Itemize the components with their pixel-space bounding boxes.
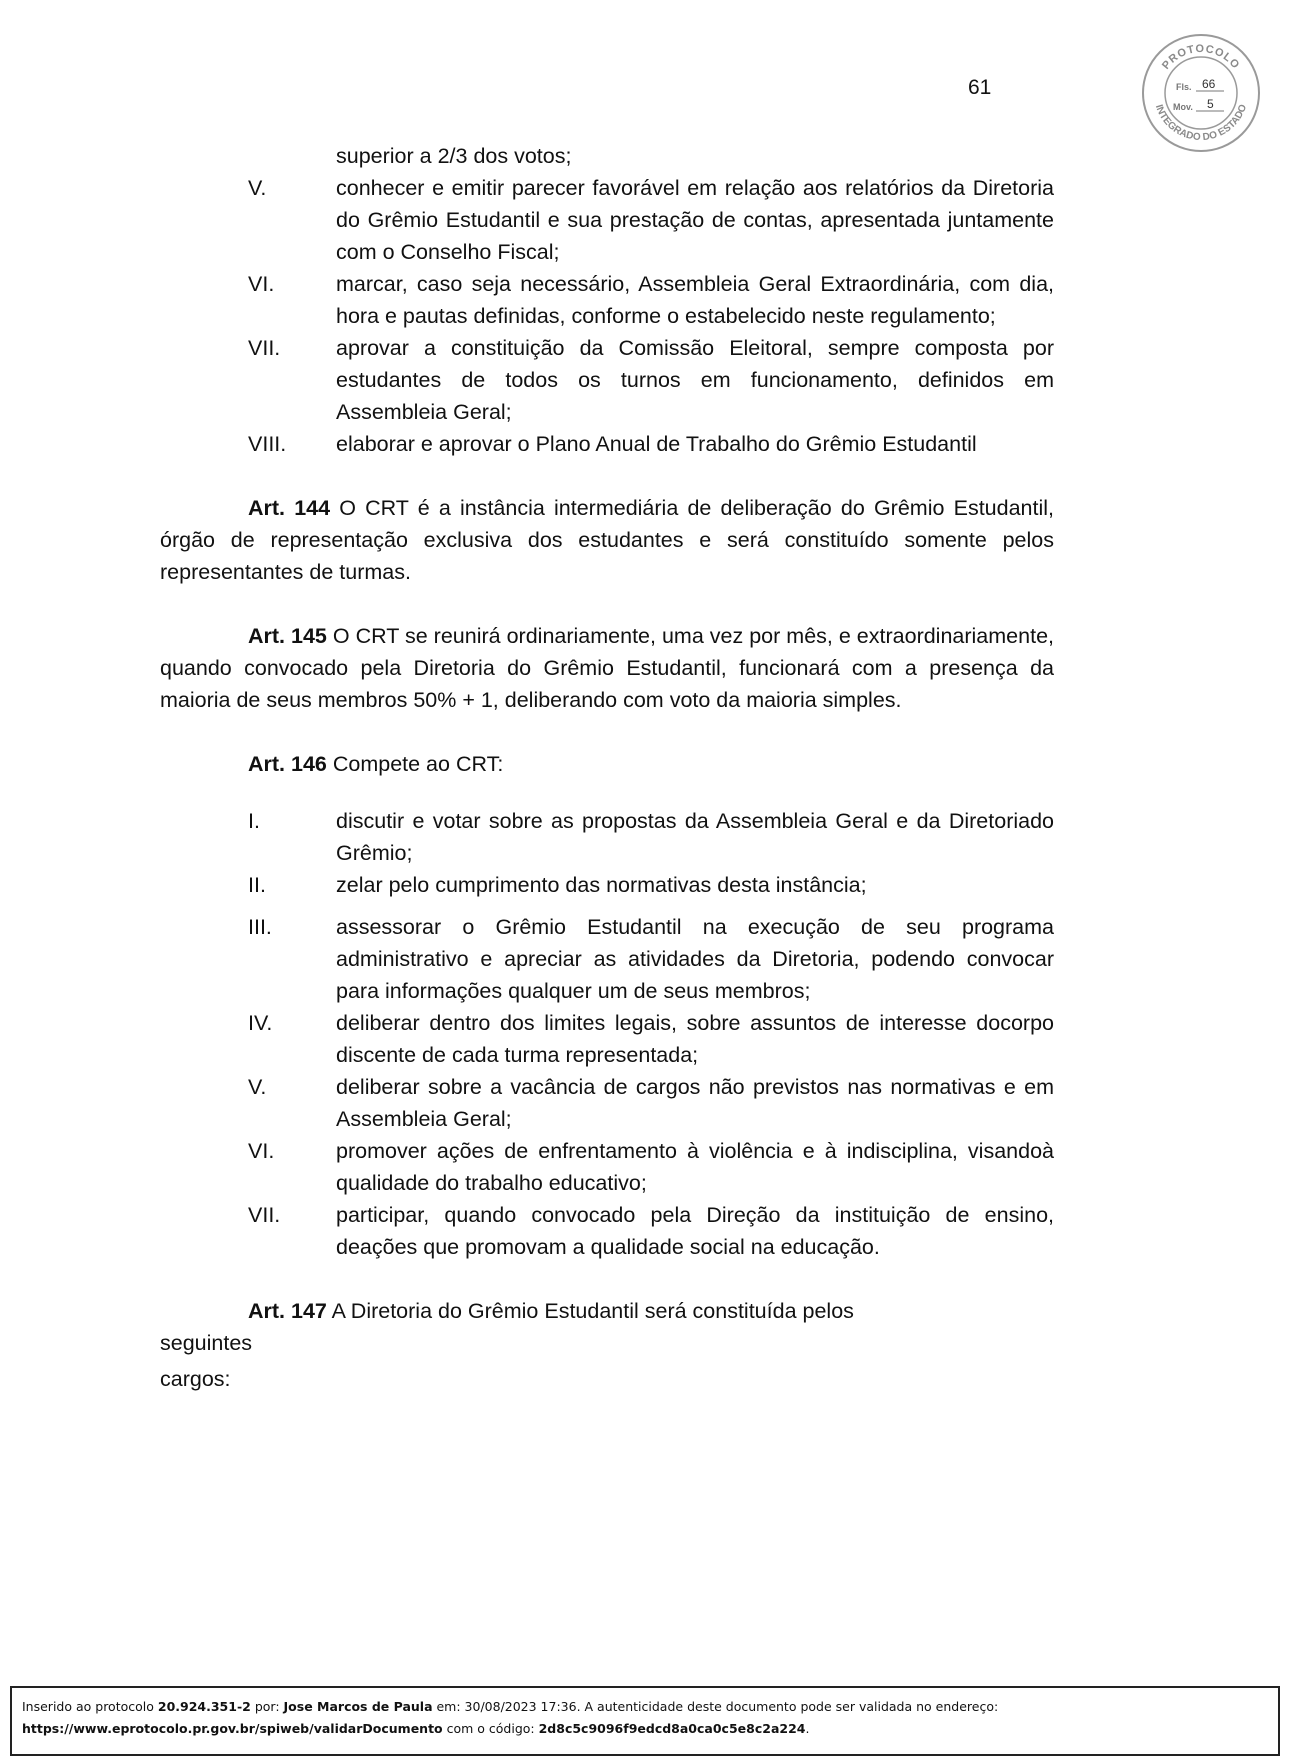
page-number: 61 (968, 76, 992, 99)
article-label: Art. 144 (248, 496, 331, 520)
footer-protocol-number: 20.924.351-2 (157, 1699, 251, 1714)
list-item-text: conhecer e emitir parecer favorável em relação aos relatórios da Diretoria do Grêmio Estudantil e sua prestação de contas, apresentada juntamente com o Conselho Fiscal; (336, 176, 1054, 264)
list-item-text: elaborar e aprovar o Plano Anual de Trabalho do Grêmio Estudantil (336, 432, 977, 456)
list-item (160, 332, 1054, 428)
article-text: O CRT se reunirá ordinariamente, uma vez por mês, e extraordinariamente, quando convocado pela Diretoria do Grêmio Estudantil, funcionará com a presença da maioria de seus membros 50% + 1, deliberando com voto da maioria simples. (160, 624, 1054, 712)
list-item-number: I. (248, 809, 260, 833)
footer-validation-url[interactable]: https://www.eprotocolo.pr.gov.br/spiweb/validarDocumento (22, 1721, 443, 1736)
article-text: O CRT é a instância intermediária de deliberação do Grêmio Estudantil, órgão de representação exclusiva dos estudantes e será constituído somente pelos representantes de turmas. (160, 496, 1054, 584)
stamp-bottom-text: INTEGRADO DO ESTADO (1152, 103, 1250, 144)
list-a (160, 140, 1054, 460)
list-item (160, 869, 1054, 901)
list-item-number: VII. (248, 336, 281, 360)
list-item-number: V. (248, 1075, 267, 1099)
list-item-number: V. (248, 176, 267, 200)
footer-line-2 (22, 1718, 1268, 1740)
list-item-text: deliberar sobre a vacância de cargos não previstos nas normativas e em Assembleia Geral; (336, 1075, 1054, 1131)
stamp-top-text: PROTOCOLO (1160, 42, 1242, 72)
footer-text: Inserido ao protocolo (22, 1699, 158, 1714)
list-item (160, 172, 1054, 268)
footer-line-1 (22, 1696, 1268, 1718)
list-item-text: discutir e votar sobre as propostas da Assembleia Geral e da Diretoriado Grêmio; (336, 809, 1054, 865)
article-144 (160, 492, 1054, 588)
list-item-number: VI. (248, 272, 275, 296)
list-item-text: participar, quando convocado pela Direção da instituição de ensino, deações que promovam a qualidade social na educação. (336, 1203, 1054, 1259)
list-item-number: III. (248, 915, 272, 939)
list-item (160, 1199, 1054, 1263)
list-item-text: assessorar o Grêmio Estudantil na execução de seu programa administrativo e apreciar as atividades da Diretoria, podendo convocar para informações qualquer um de seus membros; (336, 915, 1054, 1003)
list-item-text: zelar pelo cumprimento das normativas desta instância; (336, 873, 867, 897)
list-item-text: marcar, caso seja necessário, Assembleia Geral Extraordinária, com dia, hora e pautas definidas, conforme o estabelecido neste regulamento; (336, 272, 1054, 328)
article-label: Art. 147 (248, 1299, 327, 1323)
article-label: Art. 146 (248, 752, 327, 776)
list-item-text: promover ações de enfrentamento à violência e à indisciplina, visandoà qualidade do trabalho educativo; (336, 1139, 1054, 1195)
stamp-mov-value: 5 (1207, 97, 1214, 111)
article-text: A Diretoria do Grêmio Estudantil será constituída pelos (326, 1299, 854, 1323)
stamp-mov-label: Mov. (1173, 102, 1193, 112)
list-item (160, 268, 1054, 332)
list-item (160, 1007, 1054, 1071)
list-item-number: VIII. (248, 432, 287, 456)
footer-author: Jose Marcos de Paula (283, 1699, 433, 1714)
article-146 (160, 748, 1054, 780)
list-item (160, 428, 1054, 460)
list-item (160, 911, 1054, 1007)
footer-text: com o código: (442, 1721, 539, 1736)
list-item-number: IV. (248, 1011, 273, 1035)
list-item-number: VI. (248, 1139, 275, 1163)
article-text: Compete ao CRT: (326, 752, 504, 776)
list-item (160, 805, 1054, 869)
protocol-stamp-seal (1140, 32, 1262, 154)
list-item-number: II. (248, 873, 266, 897)
article-147-continuation (160, 1327, 1054, 1395)
footer-validation-code: 2d8c5c9096f9edcd8a0ca0c5e8c2a224 (538, 1721, 806, 1736)
article-147 (160, 1295, 1054, 1327)
article-145 (160, 620, 1054, 716)
article-147-line: seguintes (160, 1331, 253, 1355)
protocol-stamp (1140, 32, 1262, 154)
list-item-text: aprovar a constituição da Comissão Eleitoral, sempre composta por estudantes de todos os turnos em funcionamento, definidos em Assembleia Geral; (336, 336, 1054, 424)
footer-text: por: (250, 1699, 284, 1714)
stamp-fls-label: Fls. (1176, 82, 1192, 92)
svg-text:INTEGRADO DO ESTADO (1153, 103, 1249, 143)
list-item-number: VII. (248, 1203, 281, 1227)
footer-text: . (805, 1721, 810, 1736)
list-item-text: deliberar dentro dos limites legais, sobre assuntos de interesse docorpo discente de cada turma representada; (336, 1011, 1054, 1067)
document-body (160, 140, 1054, 1395)
stamp-fls-value: 66 (1202, 77, 1216, 91)
validation-footer (10, 1686, 1280, 1756)
article-147-line: cargos: (160, 1367, 231, 1391)
list-item (160, 1135, 1054, 1199)
list-item (160, 140, 1054, 172)
list-b (160, 805, 1054, 1263)
footer-text: em: 30/08/2023 17:36. A autenticidade deste documento pode ser validada no endereço: (432, 1699, 999, 1714)
list-item (160, 1071, 1054, 1135)
article-label: Art. 145 (248, 624, 327, 648)
list-item-text: superior a 2/3 dos votos; (336, 144, 572, 168)
